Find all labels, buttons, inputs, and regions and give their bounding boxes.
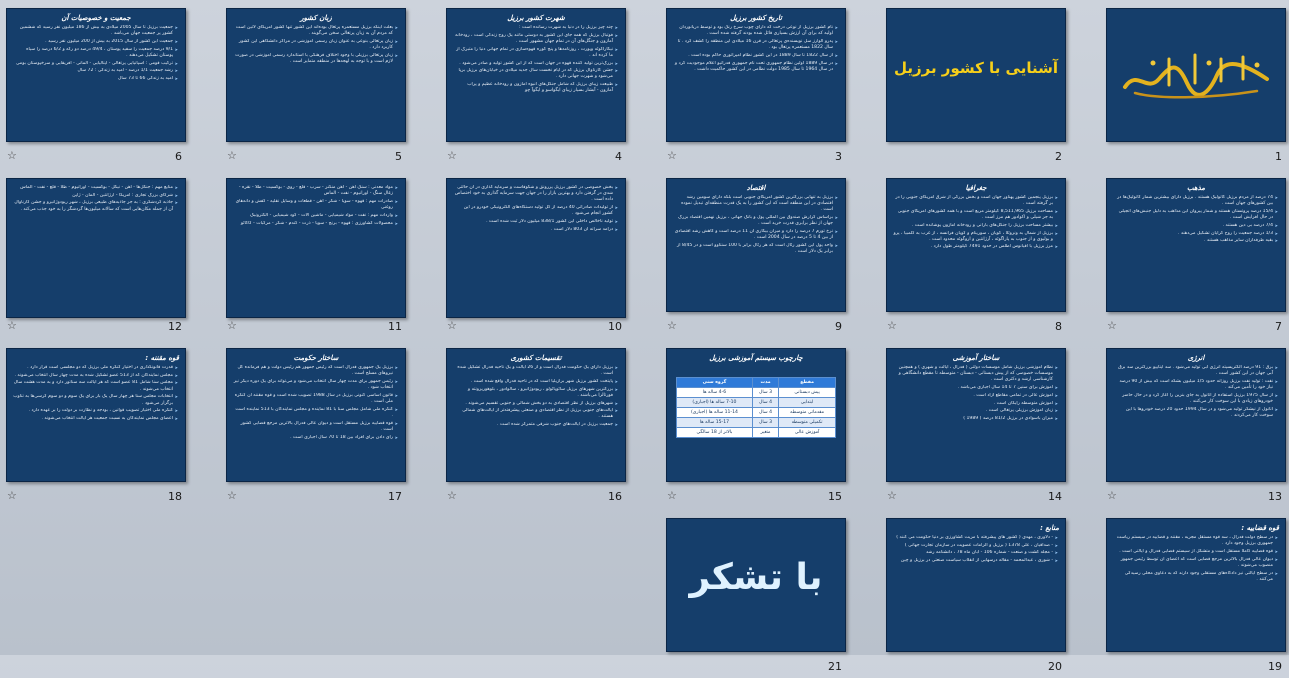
bullet-item: ➤ 15/4 درصد پروتستان هستند و شمار پیروان این مذاهب به دلیل جنبش‌های انجیلی در حال افزایش است . — [1113, 209, 1278, 221]
slide-transition-icon[interactable]: ☆ — [887, 489, 897, 502]
table-header-cell: گروه سنی — [677, 378, 753, 388]
bullet-item: ➤ برزیل پنجمین کشور پهناور جهان است و بخش بزرگی از شرق آمریکای جنوبی را در بر گرفته است . — [893, 195, 1058, 207]
slide-thumbnail-3[interactable] — [666, 8, 850, 168]
table-cell: 7-10 ساله ها (اجباری) — [677, 398, 753, 408]
bullet-item: ➤ در سطح دولت فدرال ، سه قوه مستقل مجریه ، مقننه و قضاییه در سیستم ریاست جمهوری برزیل وجود دارد . — [1113, 535, 1278, 547]
slide-number: 12 — [168, 320, 182, 333]
slide-number: 14 — [1048, 490, 1062, 503]
bullet-item: ➤ واردات مهم : نفت - مواد شیمیایی - ماشین آلات - کود شیمیایی - الکترونیک — [233, 213, 398, 219]
table-cell: 3 سال — [752, 418, 778, 428]
slide-main-title: آشنایی با کشور برزیل — [893, 59, 1059, 77]
slide-transition-icon[interactable]: ☆ — [667, 489, 677, 502]
bullet-item: ➤ قوه قضاییه کاملاً مستقل است و متشکل از سیستم قضایی فدرال و ایالتی است . — [1113, 549, 1278, 555]
slide-thumbnail-16[interactable] — [446, 348, 630, 508]
slide-preview[interactable] — [886, 178, 1066, 312]
slide-preview[interactable] — [6, 8, 186, 142]
slide-preview[interactable] — [6, 178, 186, 318]
slide-number: 20 — [1048, 660, 1062, 673]
bullet-list — [887, 365, 1065, 422]
bullet-list — [7, 25, 185, 82]
slide-title: ساختار حکومت — [293, 354, 339, 362]
bullet-item: ➤ اعضای مجلس نمایندگان به نسبت جمعیت هر ایالت انتخاب می‌شوند . — [13, 416, 178, 422]
slide-thumbnail-20[interactable] — [886, 518, 1070, 678]
bullet-list — [1107, 535, 1285, 583]
bullet-item: ➤ - صداقیان ، علی 1378 ( برزیل و الزامات عضویت در سازمان تجارت جهانی ) — [893, 543, 1058, 549]
slide-preview[interactable] — [446, 178, 626, 318]
bullet-item: ➤ زبان آموزش برزیلی پرتغالی است . — [893, 408, 1058, 414]
bullet-item: ➤ فوتبال برزیل که همه جای این کشور به دوستی مانند یک روح زندگی است ، رودخانه آمازون و جنگل‌های آن در تمام جهان مشهور است . — [453, 33, 618, 45]
bullet-item: ➤ جمعیت این کشور از سال 2015 به بیش از 200 میلیون نفر رسید . — [13, 39, 178, 45]
bullet-item: ➤ مجلس نمایندگان که از 513 عضو تشکیل شده به مدت چهار سال انتخاب می‌شوند . — [13, 373, 178, 379]
slide-title: اقتصاد — [746, 184, 766, 192]
slide-title: تاریخ کشور برزیل — [730, 14, 782, 22]
slide-transition-icon[interactable]: ☆ — [227, 489, 237, 502]
bullet-list — [227, 365, 405, 441]
bullet-item: ➤ پدرو آلوارز سل نویسنده‌ی پرتغالی در قرن 16 میلادی این منطقه را کشف کرد . تا سال 1822 مستعمره پرتغال بود . — [673, 39, 838, 51]
slide-preview[interactable] — [666, 178, 846, 312]
slide-thumbnail-8[interactable] — [886, 178, 1070, 338]
slide-number: 15 — [828, 490, 842, 503]
slide-thumbnail-18[interactable] — [6, 348, 190, 508]
bullet-item: ➤ - شوری ، عبدالمحمد - مقاله درسهایی از انقلاب سیاست صنعتی در برزیل و چین — [893, 558, 1058, 564]
bullet-item: ➤ دیوان عالی فدرال بالاترین مرجع قضایی است که اعضای آن توسط رئیس جمهور منصوب می‌شوند . — [1113, 557, 1278, 569]
bullet-item: ➤ براساس گزارش صندوق بین المللی پول و بانک جهانی ، برزیل نهمین اقتصاد بزرگ جهان از نظر برابری قدرت خرید است . — [673, 215, 838, 227]
slide-title: مذهب — [1187, 184, 1205, 192]
table-row — [677, 408, 836, 418]
slide-thumbnail-4[interactable] — [446, 8, 630, 168]
bullet-item: ➤ ایالت‌های جنوبی برزیل از نظر اقتصادی و صنعتی پیشرفته‌تر از ایالت‌های شمالی هستند . — [453, 408, 618, 420]
slide-number: 11 — [388, 320, 402, 333]
bullet-list — [7, 365, 185, 422]
bullet-list — [667, 195, 845, 255]
bullet-item: ➤ - دلاوری ، مهدی ( کشور های پیشرفته با مزیت کشاورزی بر دنیا حکومت می کنند ) — [893, 535, 1058, 541]
table-cell: 11-14 ساله ها (اجباری) — [677, 408, 753, 418]
slide-thumbnail-14[interactable] — [886, 348, 1070, 508]
slide-number: 13 — [1268, 490, 1282, 503]
bullet-item: ➤ چند چیز برزیل را در دنیا به شهرت رسانده است : — [453, 25, 618, 31]
slide-title: تقسیمات کشوری — [510, 354, 562, 362]
slide-title: جغرافیا — [965, 184, 987, 192]
table-cell: پیش دبستانی — [779, 388, 836, 398]
slide-transition-icon[interactable]: ☆ — [7, 489, 17, 502]
table-cell: 4 سال — [752, 398, 778, 408]
bullet-item: ➤ قدرت قانونگذاری در اختیار کنگره ملی برزیل که دو مجلسی است قرار دارد . — [13, 365, 178, 371]
bullet-item: ➤ برق : 91 درصد الکتریسیته انرژی آبی تولید می‌شود . سد ایتایپو بزرگترین سد برق آبی جهان در این کشور است . — [1113, 365, 1278, 377]
slide-transition-icon[interactable]: ☆ — [227, 149, 237, 162]
slide-preview[interactable] — [1106, 518, 1286, 652]
bullet-item: ➤ کنگره ملی شامل مجلس سنا با 81 نماینده و مجلس نمایندگان با 513 نماینده است . — [233, 407, 398, 419]
slide-preview[interactable] — [1106, 348, 1286, 482]
table-cell: مقدماتی متوسطه — [779, 408, 836, 418]
bullet-list — [7, 185, 185, 213]
bullet-list — [887, 195, 1065, 251]
slide-transition-icon[interactable]: ☆ — [667, 319, 677, 332]
bullet-item: ➤ 7/4 درصد بی دین هستند . — [1113, 223, 1278, 229]
bullet-item: ➤ مرز برزیل با اقیانوس اطلس در حدود 7491 کیلومتر طول دارد . — [893, 244, 1058, 250]
slide-thumbnail-6[interactable] — [6, 8, 190, 168]
bullet-item: ➤ مساحت برزیل 8,511,965 کیلومتر مربع است و با همه کشورهای آمریکای جنوبی به جز شیلی و اکوادور هم مرز است . — [893, 209, 1058, 221]
slide-transition-icon[interactable]: ☆ — [227, 319, 237, 332]
bullet-item: ➤ بخش خصوصی در کشور برزیل پررونق و شکوفاست و سرمایه گذاری در آن حالتی شدی در گرفتن دارد و بهترین بازار را در جهان جهت سرمایه گذاری به خود اختصاص داده است . — [453, 185, 618, 204]
slide-preview[interactable] — [446, 8, 626, 142]
bullet-item: ➤ برزیل به تنهایی بزرگترین کشور آمریکای جنوبی است بلکه دارای سومین رشد اقتصادی در این منطقه است که این کشور را به یک قدرت منطقه‌ای تبدیل نموده است . — [673, 195, 838, 214]
slide-number: 6 — [175, 150, 182, 163]
bullet-item: ➤ 1/3 درصد جمعیت را روح گرایان تشکیل می‌دهند . — [1113, 231, 1278, 237]
slide-preview[interactable] — [886, 348, 1066, 482]
slide-transition-icon[interactable]: ☆ — [1107, 319, 1117, 332]
bullet-item: ➤ جمعیت برزیل در ایالت‌های جنوب شرقی متمرکز شده است . — [453, 422, 618, 428]
bullet-item: ➤ جاذبه گردشگری : به جز جاذبه‌های طبیعی برزیل ، شهر ریودوژانیرو و جشن کارناوال آن از جمله مکان‌هایی است که سالانه میلیون‌ها گردشگر را به خود جذب می‌کند . — [13, 200, 178, 212]
slide-title: زبان کشور — [300, 14, 332, 22]
table-row — [677, 418, 836, 428]
slide-number: 16 — [608, 490, 622, 503]
slide-transition-icon[interactable]: ☆ — [447, 489, 457, 502]
bullet-item: ➤ آموزش متوسطه رایگان است . — [893, 401, 1058, 407]
table-header-cell: مقطع — [779, 378, 836, 388]
slide-transition-icon[interactable]: ☆ — [667, 149, 677, 162]
bullet-item: ➤ نام کشور برزیل از نوعی درخت که دارای چوب سرخ رنگ بود و توسط دریانوردان اولیه که برای آن ارزش بسیاری قائل شده بودند گرفته شده است . — [673, 25, 838, 37]
bullet-item: ➤ بقیه طرفداران سایر مذاهب هستند . — [1113, 238, 1278, 244]
bullet-item: ➤ برزیل از شمال به ونزوئلا ، گویان ، سورینام و گویان فرانسه ، از غرب به کلمبیا ، پرو و بولیوی و از جنوب به پاراگوئه ، آرژانتین و اروگوئه محدود است . — [893, 231, 1058, 243]
slide-preview[interactable] — [6, 348, 186, 482]
bullet-item: ➤ اتانول از نیشکر تولید می‌شود و در سال 1994 حدود 20 درصد خودروها با این سوخت کار می‌کردند . — [1113, 407, 1278, 419]
slide-transition-icon[interactable]: ☆ — [447, 149, 457, 162]
bullet-list — [887, 535, 1065, 564]
slide-number: 19 — [1268, 660, 1282, 673]
bullet-item: ➤ رئیس جمهور برای مدت چهار سال انتخاب می‌شود و می‌تواند برای یک دوره دیگر نیز انتخاب شود . — [233, 379, 398, 391]
slide-thumbnail-19[interactable] — [1106, 518, 1289, 678]
table-row — [677, 398, 836, 408]
slide-thumbnail-1[interactable] — [1106, 8, 1289, 168]
slide-transition-icon[interactable]: ☆ — [7, 319, 17, 332]
bullet-item: ➤ در سطح ایالتی نیز دادگاه‌های مستقلی وجود دارند که به دعاوی محلی رسیدگی می‌کنند . — [1113, 571, 1278, 583]
slide-transition-icon[interactable]: ☆ — [1107, 489, 1117, 502]
slide-thumbnail-13[interactable] — [1106, 348, 1289, 508]
bullet-item: ➤ برزیل دارای یک حکومت فدرال است و از 26 ایالت و یک ناحیه فدرال تشکیل شده است . — [453, 365, 618, 377]
slide-preview[interactable] — [1106, 178, 1286, 312]
table-row — [677, 428, 836, 438]
slide-thumbnail-11[interactable] — [226, 178, 410, 338]
bismillah-calligraphy-icon — [1117, 49, 1275, 101]
bullet-item: ➤ نرخ تورم 7 درصد را دارد و میزان بیکاری آن 11 درصد است و کاهش رشد اقتصادی از بین 4 تا 5 درصد در سال 2004 است . — [673, 229, 838, 241]
bullet-item: ➤ طبیعت زیبای برزیل که شامل جنگل‌های انبوه آمازون و رودخانه عظیم و پرآب آمازون - آبشار بسیار زیبای ایگواسو و ایگوآ چو — [453, 82, 618, 94]
slide-transition-icon[interactable]: ☆ — [447, 319, 457, 332]
bullet-item: ➤ - مجله کشت و صنعت - شماره 106 - آبان ماه 78 ، دانشنامه رشد — [893, 550, 1058, 556]
slide-title: جمعیت و خصوصیات آن — [61, 14, 131, 22]
bullet-item: ➤ انتخابات مجلس سنا هر چهار سال یک بار برای یک سوم و دو سوم کرسی‌ها به تناوب برگزار می‌شود . — [13, 394, 178, 406]
slide-thumbnail-7[interactable] — [1106, 178, 1289, 338]
bullet-list — [227, 25, 405, 65]
bullet-item: ➤ بیشتر مساحت برزیل را جنگل‌های بارانی و رودخانه آمازون پوشانده است . — [893, 223, 1058, 229]
slide-transition-icon[interactable]: ☆ — [7, 149, 17, 162]
slide-preview[interactable] — [666, 348, 846, 482]
bullet-item: ➤ امید به زندگی 66 تا 73 سال — [13, 76, 178, 82]
education-table — [676, 377, 836, 438]
table-cell: 15-17 ساله ها — [677, 418, 753, 428]
bullet-list — [1107, 195, 1285, 244]
slide-number: 3 — [835, 150, 842, 163]
bullet-item: ➤ شهرهای برزیل از نظر اقتصادی به دو بخش شمالی و جنوبی تقسیم می‌شوند . — [453, 401, 618, 407]
slide-number: 18 — [168, 490, 182, 503]
bullet-item: ➤ صادرات مهم : قهوه - سویا - شکر - آهن - قطعات و وسایل نقلیه - کفش و دانه‌های روغنی — [233, 199, 398, 211]
bullet-item: ➤ کنگره ملی اختیار تصویب قوانین ، بودجه و نظارت بر دولت را بر عهده دارد . — [13, 408, 178, 414]
bullet-item: ➤ رشد جمعیت 1/1 درصد - امید به زندگی : 72 سال — [13, 68, 178, 74]
table-cell: 3 سال — [752, 388, 778, 398]
slide-preview[interactable] — [666, 518, 846, 652]
slide-title: چارچوب سیستم آموزشی برزیل — [709, 354, 803, 362]
slide-number: 17 — [388, 490, 402, 503]
slide-preview[interactable] — [226, 8, 406, 142]
bullet-item: ➤ از تولیدات صادراتی 40 درصد از کل تولید دستگاه‌های الکترونیکی خودرو در این کشور انجام می‌شود . — [453, 205, 618, 217]
slide-number: 8 — [1055, 320, 1062, 333]
slide-number: 9 — [835, 320, 842, 333]
bullet-item: ➤ از سال 1975 برزیل استفاده از اتانول به جای بنزین را آغاز کرد و در حال حاضر خودروهای زیادی با این سوخت کار می‌کنند . — [1113, 393, 1278, 405]
table-cell: ابتدایی — [779, 398, 836, 408]
table-cell: تکمیلی متوسطه — [779, 418, 836, 428]
bullet-list — [1107, 365, 1285, 419]
slide-preview[interactable] — [886, 518, 1066, 652]
bullet-item: ➤ نظام آموزشی برزیل شامل موسسات دولتی ( فدرال ، ایالت و شهری ) و همچنین موسسات خصوصی که از پیش دبستانی - دبستان - متوسطه تا مقطع دانشگاهی و کارشناسی ارشد و دکتری است . — [893, 365, 1058, 384]
slide-thumbnail-9[interactable] — [666, 178, 850, 338]
bullet-item: ➤ برزیل یک جمهوری فدرال است که رئیس جمهور هم رئیس دولت و هم فرمانده کل نیروهای مسلح است . — [233, 365, 398, 377]
bullet-item: ➤ از سال 1822 تا سال 1889 در این کشور نظام امپراتوری حاکم بوده است . — [673, 53, 838, 59]
slide-preview[interactable] — [446, 348, 626, 482]
slide-preview[interactable] — [226, 178, 406, 318]
table-cell: 4-6 ساله ها — [677, 388, 753, 398]
thanks-text: با تشکر — [689, 557, 823, 598]
bullet-item: ➤ تولید ناخالص داخلی این کشور 838/1 میلیون دلار ثبت شده است . — [453, 219, 618, 225]
slide-thumbnail-12[interactable] — [6, 178, 190, 338]
bullet-item: ➤ پایتخت کشور برزیل شهر برازیلیا است که در ناحیه فدرال واقع شده است . — [453, 379, 618, 385]
bullet-list — [447, 185, 625, 233]
slide-thumbnail-15[interactable] — [666, 348, 850, 508]
slide-number: 4 — [615, 150, 622, 163]
bullet-list — [227, 185, 405, 227]
slide-number: 2 — [1055, 150, 1062, 163]
slide-title: انرژی — [1187, 354, 1205, 362]
slide-number: 7 — [1275, 320, 1282, 333]
table-header-cell: مدت — [752, 378, 778, 388]
slide-title: قوه قضاییه : — [1241, 524, 1279, 532]
bullet-item: ➤ جمعیت برزیل تا سال 2005 میلادی به بیش از 186 میلیون نفر رسید که ششمین کشور پر جمعیت جهان می‌باشد . — [13, 25, 178, 37]
slide-thumbnail-10[interactable] — [446, 178, 630, 338]
bullet-item: ➤ رأی دادن برای افراد بین 18 تا 70 سال اجباری است . — [233, 435, 398, 441]
bullet-item: ➤ زبان پرتغالی بنوعی به عنوان زبان رسمی آموزشی در مراکز دانشگاهی این کشور کاربرد دارد . — [233, 39, 398, 51]
bullet-item: ➤ بزرگ‌ترین تولید کننده قهوه در جهان است که از این کشور تولید و صادر می‌شود . — [453, 61, 618, 67]
slide-number: 5 — [395, 150, 402, 163]
table-cell: متغیر — [752, 428, 778, 438]
bullet-list — [447, 25, 625, 95]
bullet-item: ➤ مواد معدنی : سنگ آهن - آهن منگنز - سرب - قلع - روی - بوکسیت - طلا - نقره - زغال سنگ - اورانیوم - نفت - الماس — [233, 185, 398, 197]
bullet-item: ➤ آموزش برای سنین 7 تا 14 سال اجباری می‌باشد . — [893, 385, 1058, 391]
slide-thumbnail-17[interactable] — [226, 348, 410, 508]
slide-title: منابع : — [1040, 524, 1059, 532]
bullet-item: ➤ نیکاراگوئه وپورت ، روزنامه‌ها و پنج کوره قهوه‌سازی در تمام جهانی دنیا را متبرک از ما کرده اند . — [453, 47, 618, 59]
bullet-item: ➤ قانون اساسی کنونی برزیل در سال 1988 تصویب شده است و قوه مقننه آن کنگره ملی است . — [233, 393, 398, 405]
slide-number: 21 — [828, 660, 842, 673]
table-cell: آموزش عالی — [779, 428, 836, 438]
bullet-item: ➤ بعلت اینکه برزیل مستعمره پرتغال بوده‌اند این کشور تنها کشور آمریکای لاتین است که مردم آن به زبان پرتغالی سخن می‌گویند . — [233, 25, 398, 37]
bullet-item: ➤ بزرگترین شهرهای برزیل سائوپائولو ، ریودوژانیرو ، سالوادور ، بلوهوریزونته و فورتالزا می‌باشند . — [453, 387, 618, 399]
bullet-item: ➤ میزان باسوادی در برزیل 81/2 درصد ( 1989 ) — [893, 416, 1058, 422]
bullet-list — [667, 25, 845, 73]
bullet-item: ➤ ترکیب قومی : اسپانیایی پرتغالی - ایتالیایی - آلمانی - آفریقایی و سرخپوستان بومی — [13, 61, 178, 67]
bullet-item: ➤ زبان پرتغالی برزیلی با وجود اختلاف فرهنگی با استاندارد رسمی آموزشی در صورت لازم است و با توجه به لهجه‌ها در منطقه متمایز است . — [233, 53, 398, 65]
slide-title: شهرت کشور برزیل — [507, 14, 565, 22]
bullet-item: ➤ 74 درصد از مردم برزیل کاتولیک هستند . برزیل دارای بیشترین شمار کاتولیک‌ها در بین کشورهای جهان است . — [1113, 195, 1278, 207]
bullet-item: ➤ واحد پول این کشور رئال است که هر رئال برابر با 100 سنتاوو است و در 8/45 از برابر یک دلار است . — [673, 243, 838, 255]
slide-preview[interactable] — [666, 8, 846, 142]
table-row — [677, 388, 836, 398]
bullet-item: ➤ جشن کارناوال برزیل که در ایام نخست سال جدید میلادی در خیابان‌های برزیل برپا می‌شود و شهرت جهانی دارد . — [453, 68, 618, 80]
bullet-item: ➤ 9/1 درصد جمعیت را سفید پوستان ، 49/4 درصد دو رگه و 6/2 درصد را سیاه پوستان تشکیل می‌دهند . — [13, 47, 178, 59]
slide-preview[interactable] — [1106, 8, 1286, 142]
slide-thumbnail-21[interactable] — [666, 518, 850, 678]
slide-title: قوه مقننه : — [145, 354, 179, 362]
bullet-item: ➤ محصولات کشاورزی : قهوه - برنج - سویا - ذرت - گندم - شکر - مرکبات - کاکائو — [233, 221, 398, 227]
bullet-item: ➤ منابع مهم : جنگل‌ها - آهن - نیکل - بوکسیت - اورانیوم - طلا - قلع - نفت - الماس — [13, 185, 178, 191]
slide-title: ساختار آموزشی — [952, 354, 1000, 362]
slide-thumbnail-2[interactable] — [886, 8, 1070, 168]
slide-number: 1 — [1275, 150, 1282, 163]
bullet-item: ➤ شرکای بزرگ تجاری : آمریکا - آرژانتین - آلمان - ژاپن — [13, 193, 178, 199]
bullet-item: ➤ نفت : تولید نفت برزیل روزانه حدود 1/5 میلیون بشکه است که بیش از 90 درصد نیاز خود را تأمین می‌کند . — [1113, 379, 1278, 391]
table-cell: بالاتر از 18 سالگی — [677, 428, 753, 438]
slide-number: 10 — [608, 320, 622, 333]
bullet-item: ➤ در سال 1889 اولین نظام جمهوری تحت نام جمهوری فدراتیو اعلام موجودیت کرد و در سال 1964 تا سال 1985 دولت نظامی در این کشور حاکمیت داشت . — [673, 61, 838, 73]
bullet-item: ➤ آموزش عالی در تمامی مقاطع آزاد است . — [893, 393, 1058, 399]
slide-thumbnail-5[interactable] — [226, 8, 410, 168]
slide-preview[interactable] — [886, 8, 1066, 142]
bullet-list — [447, 365, 625, 428]
table-header-row — [677, 378, 836, 388]
bullet-item: ➤ قوه قضاییه برزیل مستقل است و دیوان عالی فدرال بالاترین مرجع قضایی کشور است . — [233, 421, 398, 433]
table-cell: 4 سال — [752, 408, 778, 418]
slide-transition-icon[interactable]: ☆ — [887, 319, 897, 332]
bullet-item: ➤ درآمد سرانه آن 803 دلار است . — [453, 227, 618, 233]
bullet-item: ➤ مجلس سنا شامل 81 عضو است که هر ایالت سه سناتور دارد و به مدت هشت سال انتخاب می‌شوند . — [13, 380, 178, 392]
slide-preview[interactable] — [226, 348, 406, 482]
